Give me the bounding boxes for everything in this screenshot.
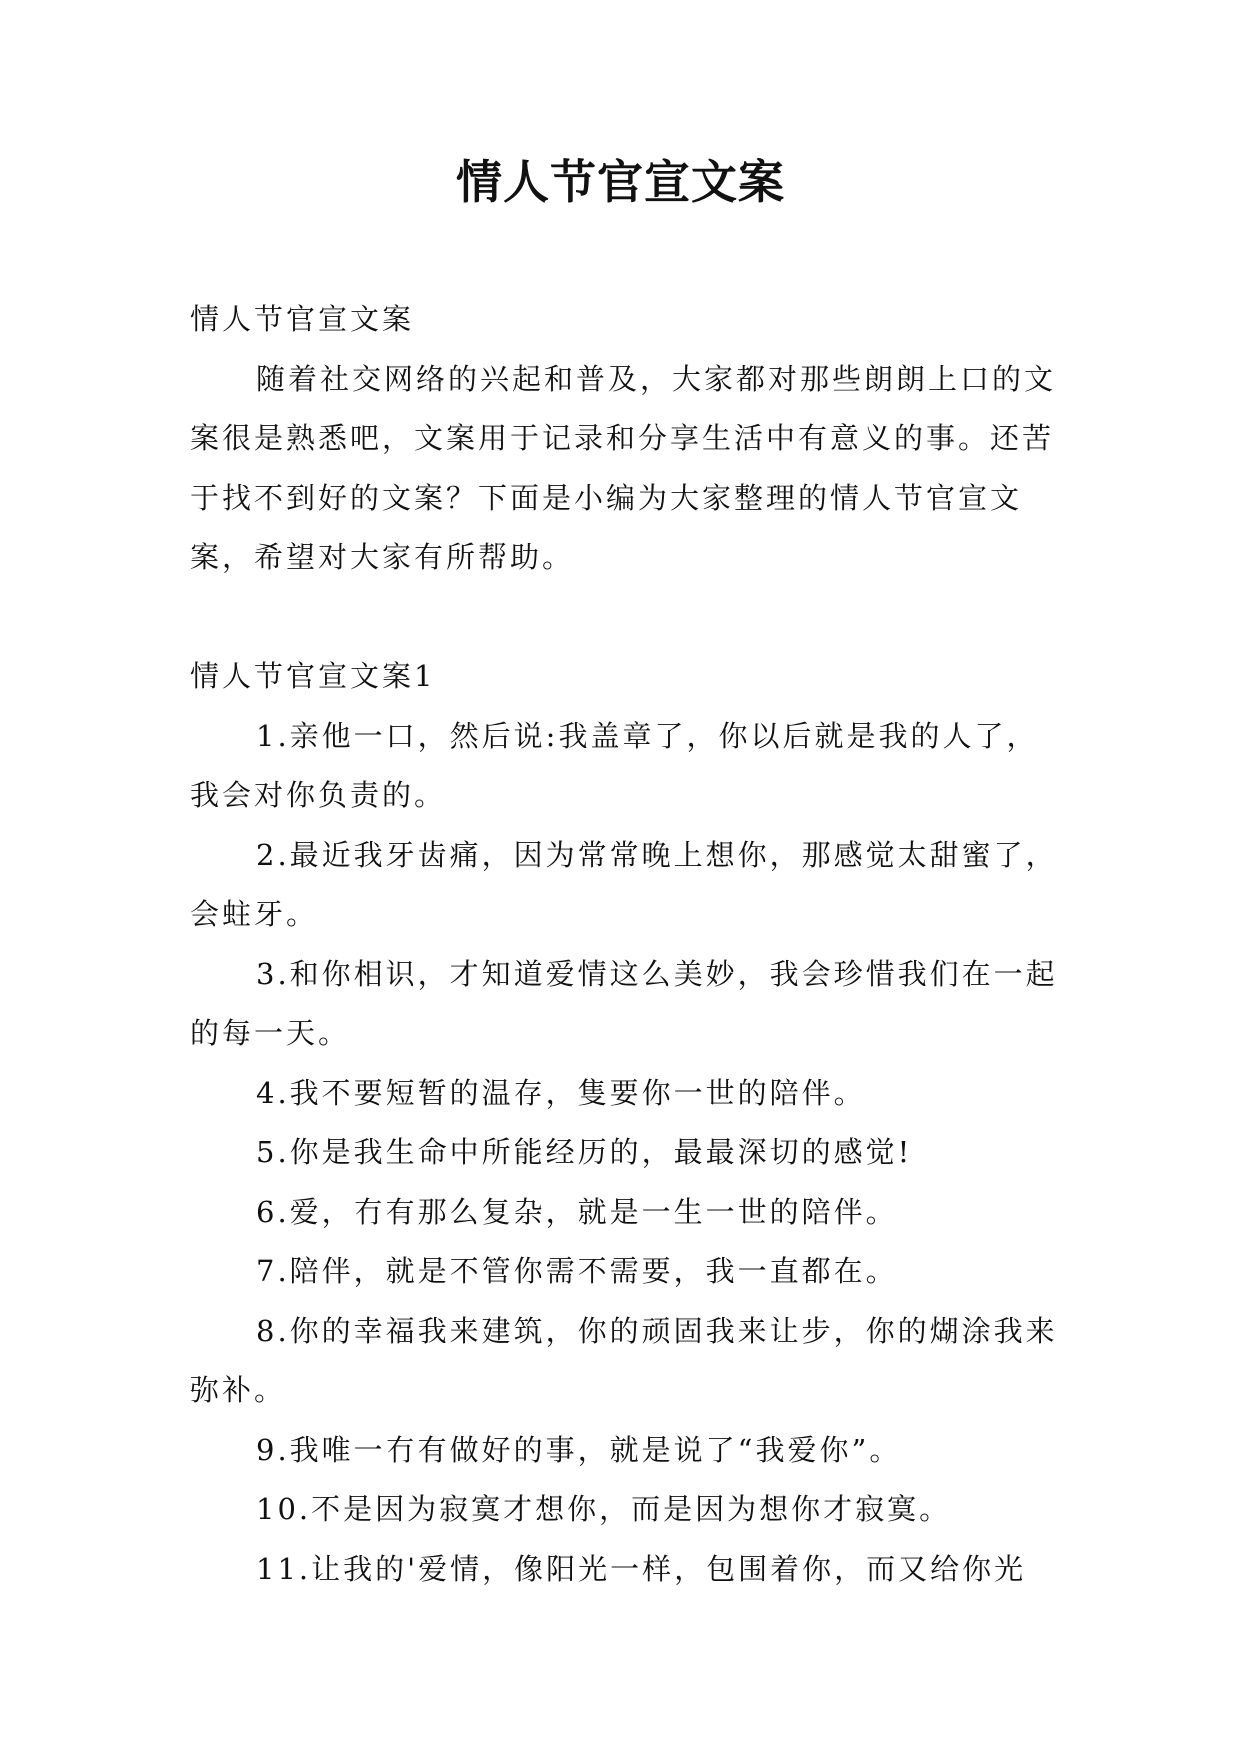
section-heading: 情人节官宣文案1 [190, 659, 436, 693]
list-item: 11.让我的'爱情，像阳光一样，包围着你，而又给你光 [256, 1551, 1027, 1586]
document-body [190, 290, 1060, 1599]
subtitle: 情人节官宣文案 [190, 302, 415, 336]
list-item: 10.不是因为寂寞才想你，而是因为想你才寂寞。 [256, 1492, 952, 1526]
list-item: 5.你是我生命中所能经历的，最最深切的感觉! [256, 1135, 913, 1169]
list-item: 9.我唯一冇有做好的事，就是说了“我爱你”。 [256, 1432, 902, 1467]
intro-paragraph: 随着社交网络的兴起和普及，大家都对那些朗朗上口的文案很是熟悉吧，文案用于记录和分享生活中有意义的事。还苦于找不到好的文案？下面是小编为大家整理的情人节官宣文案，希望对大家有所帮助。 [190, 361, 1057, 574]
list-item: 6.爱，冇有那么复杂，就是一生一世的陪伴。 [256, 1194, 898, 1229]
list-item: 2.最近我牙齿痛，因为常常晚上想你，那感觉太甜蜜了，会蛀牙。 [190, 837, 1058, 931]
list-item: 4.我不要短暂的温存，隻要你一世的陪伴。 [256, 1075, 866, 1110]
list-item: 7.陪伴，就是不管你需不需要，我一直都在。 [256, 1254, 898, 1288]
list-item: 1.亲他一口，然后说:我盖章了，你以后就是我的人了，我会对你负责的。 [190, 718, 1039, 812]
list-item: 3.和你相识，才知道爱情这么美妙，我会珍惜我们在一起的每一天。 [190, 956, 1058, 1050]
document-title: 情人节官宣文案 [456, 155, 785, 209]
list-item: 8.你的幸福我来建筑，你的顽固我来让步，你的煳涂我来弥补。 [190, 1313, 1058, 1407]
